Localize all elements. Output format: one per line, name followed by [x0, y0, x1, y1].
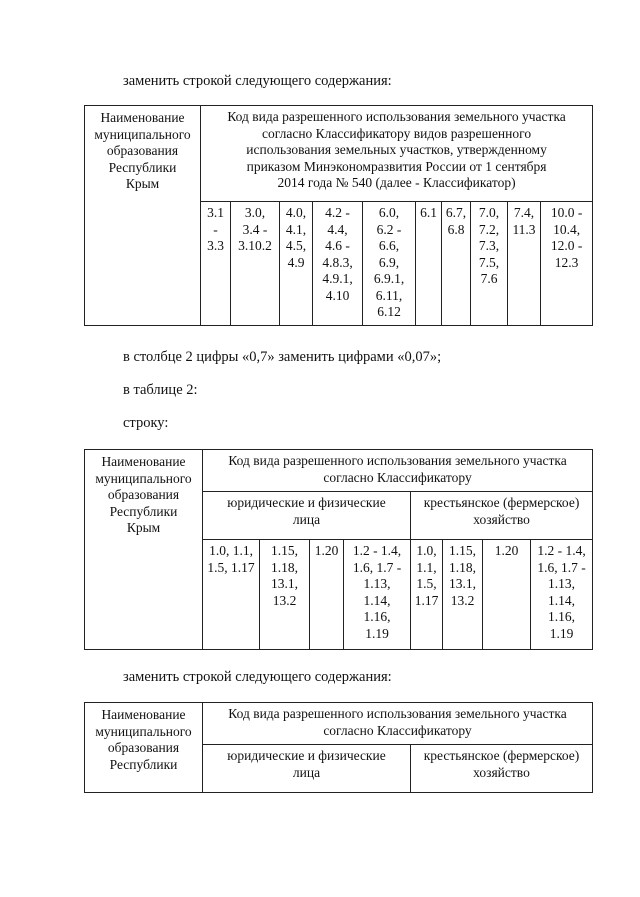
table3-group-farm [411, 745, 593, 793]
table2-code-cell [344, 540, 411, 650]
text-line: 4.0, [285, 205, 307, 220]
table1-code-cell [201, 202, 231, 326]
table3-municipality-header [85, 703, 203, 793]
text-line: 6.12 [377, 304, 401, 319]
table1-code-cell [508, 202, 541, 326]
text-line: 4.10 [325, 287, 350, 303]
text-line: юридические и физические [227, 748, 386, 763]
text-line: муниципального [95, 470, 192, 486]
table1-code-cell [471, 202, 508, 326]
text-line: юридические и физические [227, 495, 386, 510]
text-line: муниципального [95, 723, 192, 739]
text-line: крестьянское (фермерское) [423, 495, 580, 510]
table2-code-cell [203, 540, 260, 650]
text-line: Республики [109, 756, 178, 772]
text-line: образования [107, 740, 180, 755]
text-line: Код вида разрешенного использования земельного участка [228, 706, 567, 721]
text-line: 7.6 [480, 271, 498, 286]
text-line: Республики [109, 503, 178, 519]
text-line: приказом Минэкономразвития России от 1 сентября [246, 158, 547, 174]
table1-code-cell [416, 202, 442, 326]
text-line: Республики [108, 159, 177, 175]
text-line: 11.3 [512, 221, 536, 237]
table2-code-cell [531, 540, 593, 650]
table1-code-cell [231, 202, 280, 326]
text-line: 6.7, [445, 205, 467, 220]
table3-code-header [203, 703, 593, 745]
table1-code-cell [280, 202, 313, 326]
text-line: 7.2, [478, 221, 500, 237]
text-line: 4.2 - [325, 205, 350, 220]
text-line: 4.9 [287, 254, 305, 270]
text-line: 3.4 - [242, 221, 268, 237]
text-line: 1.2 - 1.4, [352, 543, 402, 558]
table2-code-cell [443, 540, 483, 650]
table1-code-cell [313, 202, 363, 326]
text-line: 6.2 - [376, 221, 402, 237]
text-line: 1.14, [548, 592, 576, 608]
text-line: 3.0, [244, 205, 266, 220]
table2-group-farm [411, 492, 593, 540]
text-line: 4.8.3, [322, 254, 353, 270]
text-line: 4.4, [327, 221, 348, 237]
text-line: 12.0 - [550, 238, 583, 253]
text-line: 1.6, 1.7 - [352, 559, 402, 575]
text-line: 10.0 - [550, 205, 583, 220]
text-line: лица [292, 511, 321, 527]
text-line: 1.19 [365, 625, 389, 641]
table-2 [84, 449, 593, 650]
text-line: 1.20 [314, 543, 339, 558]
text-line: 7.3, [478, 238, 500, 253]
text-line: согласно Классификатору видов разрешенного [262, 125, 532, 141]
text-line: муниципального [94, 126, 191, 142]
text-line: 2014 года № 540 (далее - Классификатор) [277, 175, 516, 190]
paragraph-column-2-fix: в столбце 2 цифры «0,7» заменить цифрами «0,07»; [123, 349, 442, 365]
text-line: 1.0, 1.1, [209, 543, 253, 558]
text-line: 1.19 [549, 625, 574, 641]
text-line: 13.1, [271, 576, 298, 591]
text-line: 13.2 [450, 592, 475, 608]
text-line: 1.5, 1.17 [207, 559, 255, 575]
table2-code-cell [260, 540, 310, 650]
text-line: Код вида разрешенного использования земельного участка [227, 109, 566, 124]
text-line: 6.9, [378, 254, 400, 270]
text-line: 1.17 [414, 592, 439, 608]
text-line: 6.9.1, [373, 271, 405, 286]
table2-code-cell [483, 540, 531, 650]
text-line: хозяйство [473, 764, 530, 780]
text-line: Код вида разрешенного использования земельного участка [228, 453, 567, 468]
text-line: образования [106, 143, 179, 158]
text-line: 1.15, [449, 543, 476, 558]
text-line: 6.6, [378, 238, 400, 253]
text-line: 1.5, [416, 576, 437, 591]
text-line: 1.2 - 1.4, [537, 543, 586, 558]
text-line: 7.0, [478, 205, 500, 220]
paragraph-replace-row-2: заменить строкой следующего содержания: [123, 669, 392, 685]
text-line: Наименование [101, 454, 186, 469]
text-line: 1.14, [363, 592, 391, 608]
text-line: 4.5, [285, 238, 307, 253]
text-line: 1.18, [449, 559, 476, 575]
table2-code-cell [411, 540, 443, 650]
text-line: 1.1, [416, 559, 437, 575]
text-line: 13.2 [272, 592, 297, 608]
table1-code-cell [442, 202, 471, 326]
table2-code-cell [310, 540, 344, 650]
text-line: 6.11, [375, 287, 403, 303]
text-line: 1.6, 1.7 - [537, 559, 586, 575]
text-line: 1.13, [548, 576, 576, 591]
text-line: 1.20 [494, 543, 519, 558]
text-line: 3.1 [207, 205, 224, 220]
table1-code-cell [541, 202, 593, 326]
text-line: лица [292, 764, 321, 780]
text-line: 4.1, [285, 221, 307, 237]
paragraph-row: строку: [123, 415, 169, 431]
text-line: 6.8 [447, 221, 465, 237]
text-line: 1.15, [271, 543, 298, 558]
text-line: 1.16, [363, 609, 391, 624]
text-line: хозяйство [473, 511, 530, 527]
text-line: 4.6 - [325, 238, 350, 253]
text-line: Наименование [101, 707, 186, 722]
table2-municipality-header [85, 450, 203, 650]
text-line: 1.13, [363, 576, 391, 591]
table1-code-header [201, 106, 593, 202]
paragraph-table-2: в таблице 2: [123, 382, 198, 398]
text-line: 1.16, [548, 609, 576, 624]
text-line: 7.4, [513, 205, 535, 220]
text-line: Крым [126, 520, 161, 535]
table-3 [84, 702, 593, 793]
text-line: 12.3 [554, 254, 579, 270]
text-line: 3.10.2 [238, 238, 272, 253]
table1-code-cell [363, 202, 416, 326]
text-line: Крым [125, 176, 160, 191]
text-line: - [213, 221, 218, 237]
text-line: 4.9.1, [322, 271, 353, 286]
paragraph-replace-row-1: заменить строкой следующего содержания: [123, 73, 392, 89]
text-line: 6.0, [378, 205, 400, 220]
text-line: Наименование [100, 110, 185, 125]
table-1 [84, 105, 593, 326]
text-line: образования [107, 487, 180, 502]
table2-code-header [203, 450, 593, 492]
text-line: 1.0, [416, 543, 437, 558]
table1-municipality-header [85, 106, 201, 326]
table2-group-legal-persons [203, 492, 411, 540]
text-line: 1.18, [271, 559, 298, 575]
text-line: 3.3 [207, 238, 224, 253]
text-line: согласно Классификатору [323, 722, 472, 738]
text-line: использования земельных участков, утвержденному [246, 142, 547, 157]
text-line: 10.4, [553, 221, 581, 237]
text-line: 7.5, [478, 254, 500, 270]
text-line: крестьянское (фермерское) [423, 748, 580, 763]
text-line: 13.1, [449, 576, 476, 591]
text-line: согласно Классификатору [323, 469, 472, 485]
table3-group-legal-persons [203, 745, 411, 793]
text-line: 6.1 [420, 205, 437, 220]
